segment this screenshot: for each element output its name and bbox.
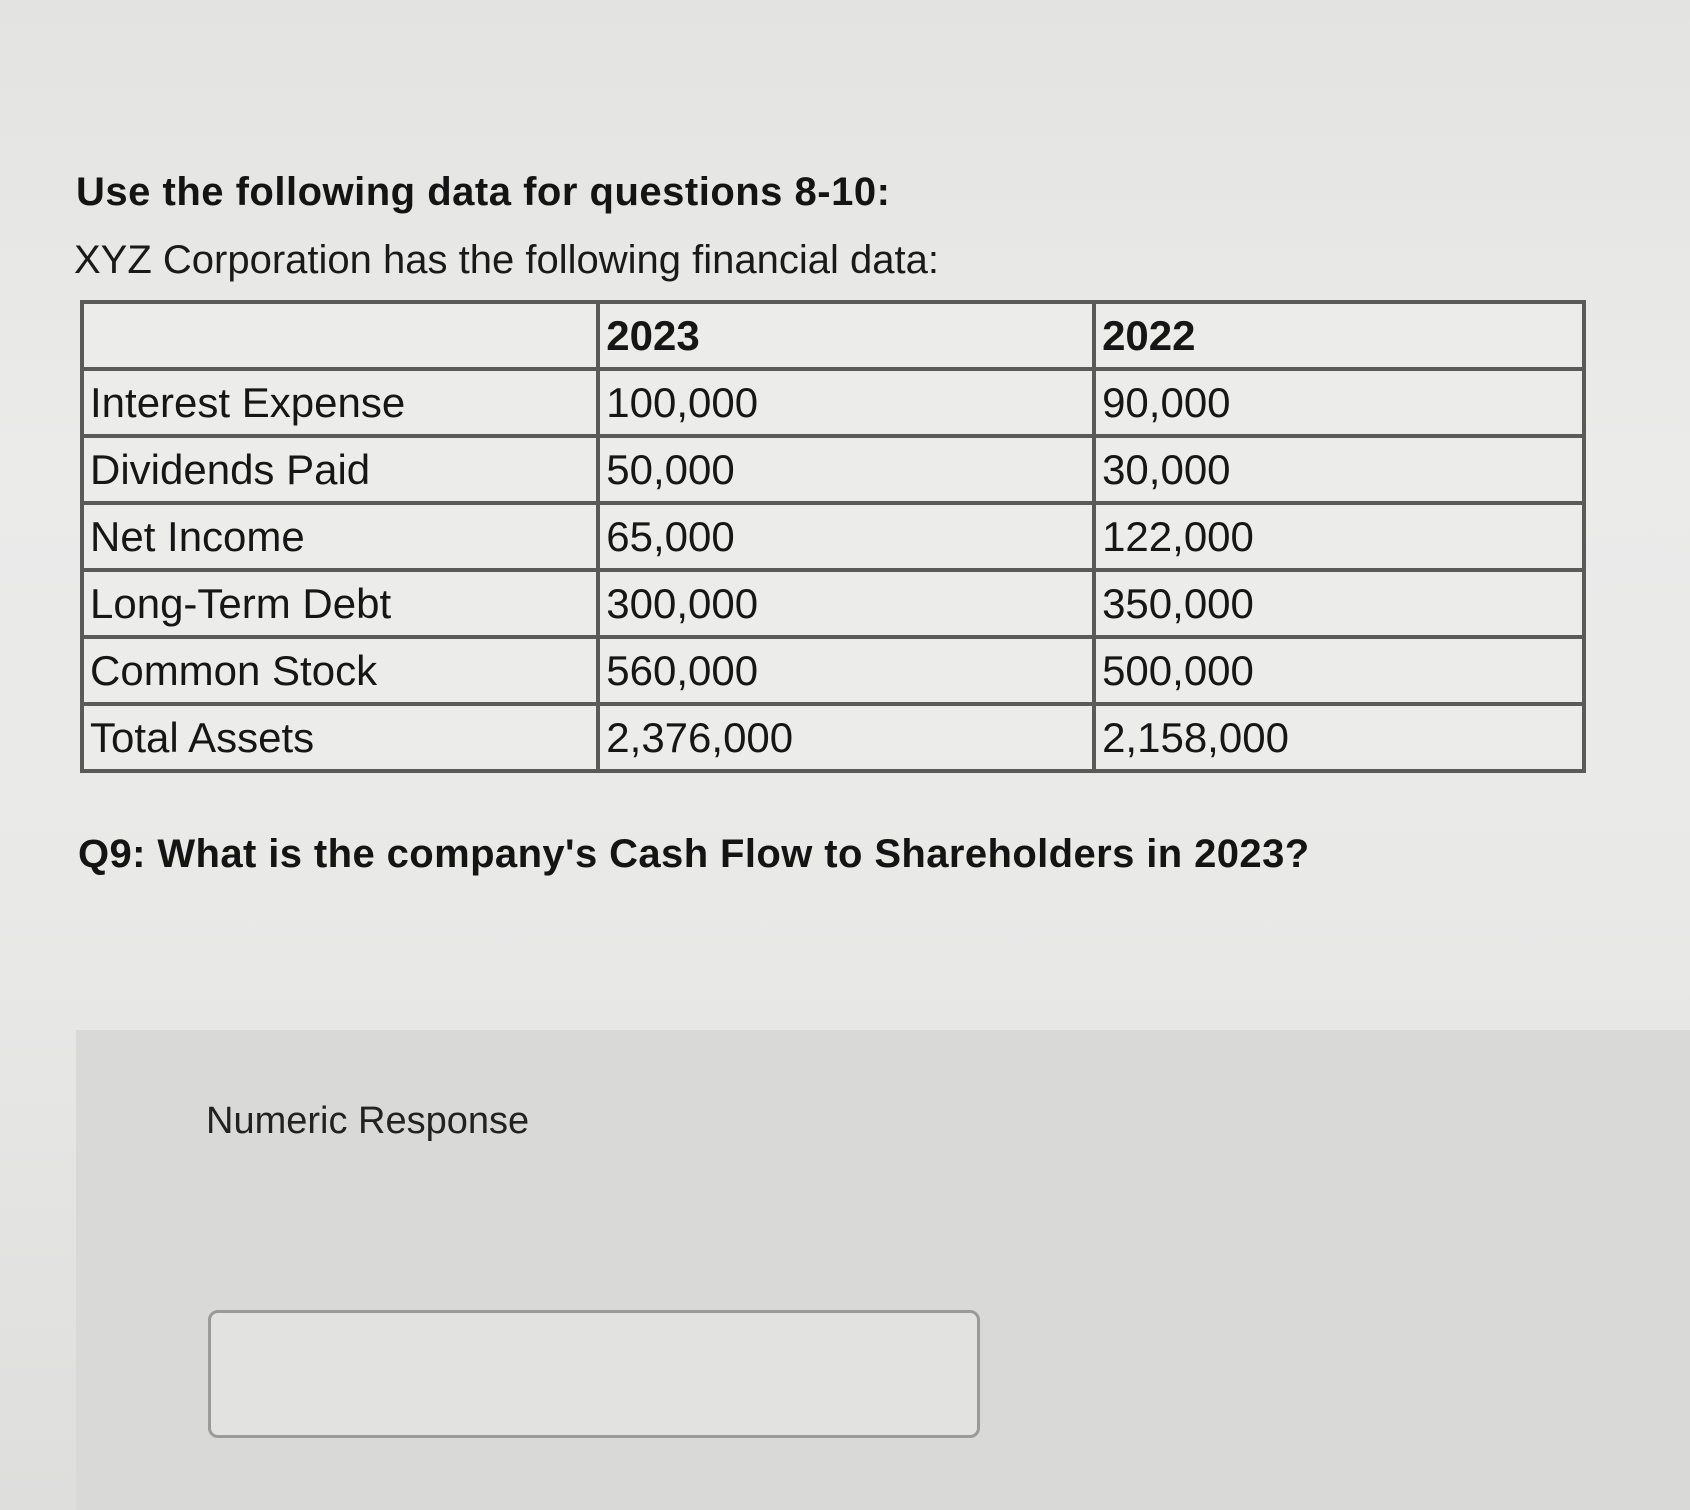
table-row	[82, 570, 1584, 637]
value-2023: 65,000	[598, 503, 1094, 570]
row-label: Long-Term Debt	[82, 570, 598, 637]
table-row	[82, 637, 1584, 704]
table-header-cell	[82, 302, 598, 369]
response-panel	[76, 1030, 1690, 1510]
table-row	[82, 436, 1584, 503]
numeric-response-input[interactable]	[208, 1310, 980, 1438]
table-header-row	[82, 302, 1584, 369]
question-text: Q9: What is the company's Cash Flow to Shareholders in 2023?	[78, 832, 1310, 876]
intro-text: XYZ Corporation has the following financial data:	[74, 238, 939, 282]
value-2023: 560,000	[598, 637, 1094, 704]
value-2022: 30,000	[1094, 436, 1584, 503]
row-label: Interest Expense	[82, 369, 598, 436]
value-2022: 500,000	[1094, 637, 1584, 704]
table-row	[82, 503, 1584, 570]
row-label: Total Assets	[82, 704, 598, 771]
table-header-cell: 2023	[598, 302, 1094, 369]
response-label: Numeric Response	[206, 1100, 530, 1142]
value-2022: 350,000	[1094, 570, 1584, 637]
value-2023: 2,376,000	[598, 704, 1094, 771]
value-2022: 122,000	[1094, 503, 1584, 570]
value-2022: 2,158,000	[1094, 704, 1584, 771]
value-2023: 50,000	[598, 436, 1094, 503]
financial-data-table	[80, 300, 1586, 773]
value-2023: 100,000	[598, 369, 1094, 436]
table-row	[82, 704, 1584, 771]
table-row	[82, 369, 1584, 436]
intro-heading: Use the following data for questions 8-10:	[76, 170, 891, 214]
row-label: Dividends Paid	[82, 436, 598, 503]
table-header-cell: 2022	[1094, 302, 1584, 369]
value-2023: 300,000	[598, 570, 1094, 637]
row-label: Net Income	[82, 503, 598, 570]
value-2022: 90,000	[1094, 369, 1584, 436]
row-label: Common Stock	[82, 637, 598, 704]
